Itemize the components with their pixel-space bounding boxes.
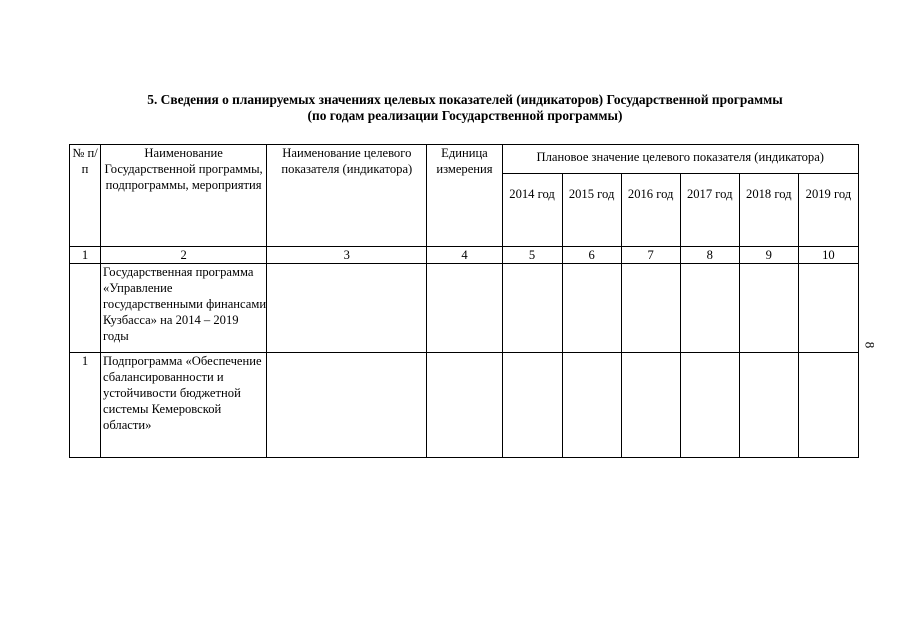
header-program: Наименование Государственной программы, подпрограммы, мероприятия [101, 145, 267, 247]
header-num: № п/п [70, 145, 101, 247]
row-unit-cell [427, 353, 502, 458]
row-indicator-cell [267, 264, 427, 353]
row-program-cell: Подпрограмма «Обеспечение сбалансированности и устойчивости бюджетной системы Кемеровской области» [101, 353, 267, 458]
row-value-cell [502, 264, 562, 353]
row-num-cell [70, 264, 101, 353]
row-value-cell [621, 353, 680, 458]
row-value-cell [798, 353, 858, 458]
row-value-cell [680, 353, 739, 458]
column-number: 5 [502, 247, 562, 264]
row-indicator-cell [267, 353, 427, 458]
row-value-cell [621, 264, 680, 353]
row-value-cell [502, 353, 562, 458]
title-line-1: 5. Сведения о планируемых значениях целевых показателей (индикаторов) Государственной программы [147, 92, 783, 107]
document-title [70, 92, 860, 124]
column-number: 1 [70, 247, 101, 264]
table-row [70, 353, 859, 458]
row-value-cell [798, 264, 858, 353]
column-number: 10 [798, 247, 858, 264]
table-row [70, 264, 859, 353]
header-year: 2019 год [798, 174, 858, 247]
page-number: 8 [862, 341, 878, 349]
column-number: 4 [427, 247, 502, 264]
header-year: 2018 год [739, 174, 798, 247]
indicators-table [69, 144, 859, 458]
row-value-cell [739, 353, 798, 458]
column-number: 7 [621, 247, 680, 264]
header-year: 2014 год [502, 174, 562, 247]
column-number: 2 [101, 247, 267, 264]
header-year: 2016 год [621, 174, 680, 247]
header-indicator: Наименование целевого показателя (индикатора) [267, 145, 427, 247]
column-number: 6 [562, 247, 621, 264]
header-unit: Единица измерения [427, 145, 502, 247]
column-number: 8 [680, 247, 739, 264]
row-value-cell [680, 264, 739, 353]
column-number: 3 [267, 247, 427, 264]
header-planned: Плановое значение целевого показателя (индикатора) [502, 145, 859, 174]
row-program-cell: Государственная программа «Управление государственными финансами Кузбасса» на 2014 – 2019 годы [101, 264, 267, 353]
header-year: 2015 год [562, 174, 621, 247]
row-unit-cell [427, 264, 502, 353]
title-line-2: (по годам реализации Государственной программы) [307, 108, 623, 123]
header-year: 2017 год [680, 174, 739, 247]
column-number: 9 [739, 247, 798, 264]
row-value-cell [739, 264, 798, 353]
row-value-cell [562, 353, 621, 458]
row-num-cell: 1 [70, 353, 101, 458]
row-value-cell [562, 264, 621, 353]
